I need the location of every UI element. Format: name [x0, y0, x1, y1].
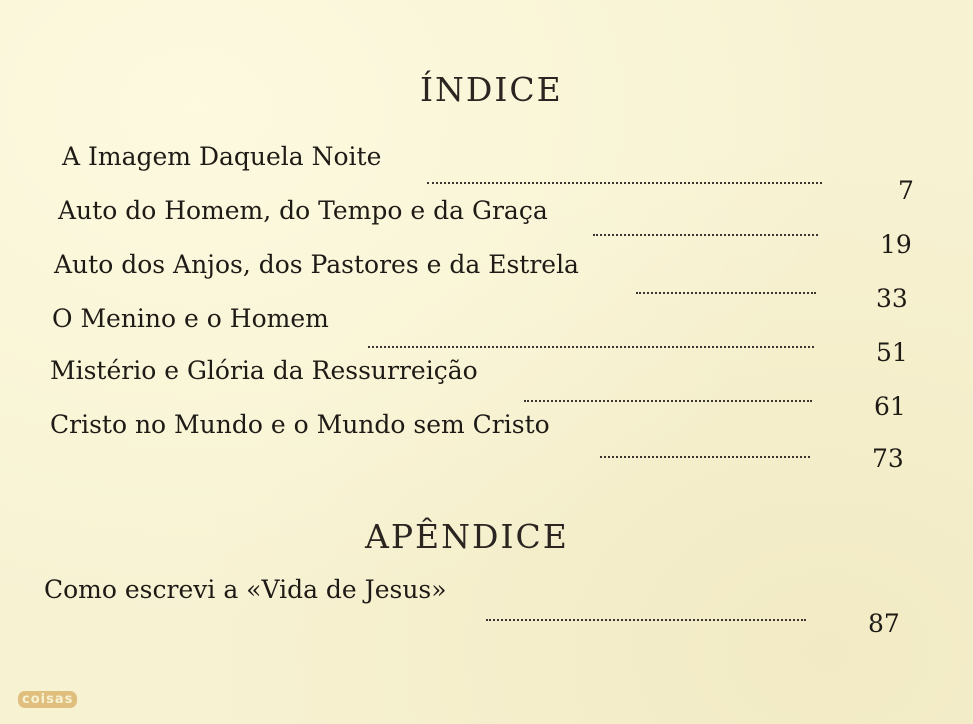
toc-entry-page: 19	[880, 230, 912, 259]
toc-entry-page: 51	[876, 338, 908, 367]
appendix-entry	[44, 575, 914, 638]
toc-entry	[62, 142, 922, 205]
toc-entry	[58, 196, 918, 259]
toc-entry-page: 73	[872, 444, 904, 473]
toc-entry	[50, 356, 910, 421]
toc-entry-title: O Menino e o Homem	[52, 304, 329, 333]
dot-leader	[524, 400, 812, 402]
appendix-heading: APÊNDICE	[365, 517, 569, 556]
toc-entry-title: Auto dos Anjos, dos Pastores e da Estrela	[54, 250, 579, 279]
toc-entry-title: A Imagem Daquela Noite	[62, 142, 382, 171]
toc-entry	[50, 410, 910, 473]
dot-leader	[368, 346, 814, 348]
toc-entry	[54, 250, 914, 313]
toc-entry-title: Mistério e Glória da Ressurreição	[50, 356, 478, 385]
toc-entry-page: 33	[876, 284, 908, 313]
appendix-entry-page: 87	[868, 609, 900, 638]
dot-leader	[600, 456, 810, 458]
toc-entry	[52, 304, 912, 367]
watermark-logo: coisas	[18, 691, 77, 708]
dot-leader	[593, 234, 818, 236]
toc-entry-title: Auto do Homem, do Tempo e da Graça	[58, 196, 548, 225]
toc-entry-page: 7	[898, 176, 914, 205]
appendix-entry-title: Como escrevi a «Vida de Jesus»	[44, 575, 447, 604]
dot-leader	[636, 292, 816, 294]
toc-entry-title: Cristo no Mundo e o Mundo sem Cristo	[50, 410, 550, 439]
dot-leader	[486, 619, 806, 621]
index-heading: ÍNDICE	[420, 70, 563, 109]
toc-entry-page: 61	[874, 392, 906, 421]
dot-leader	[427, 182, 822, 184]
